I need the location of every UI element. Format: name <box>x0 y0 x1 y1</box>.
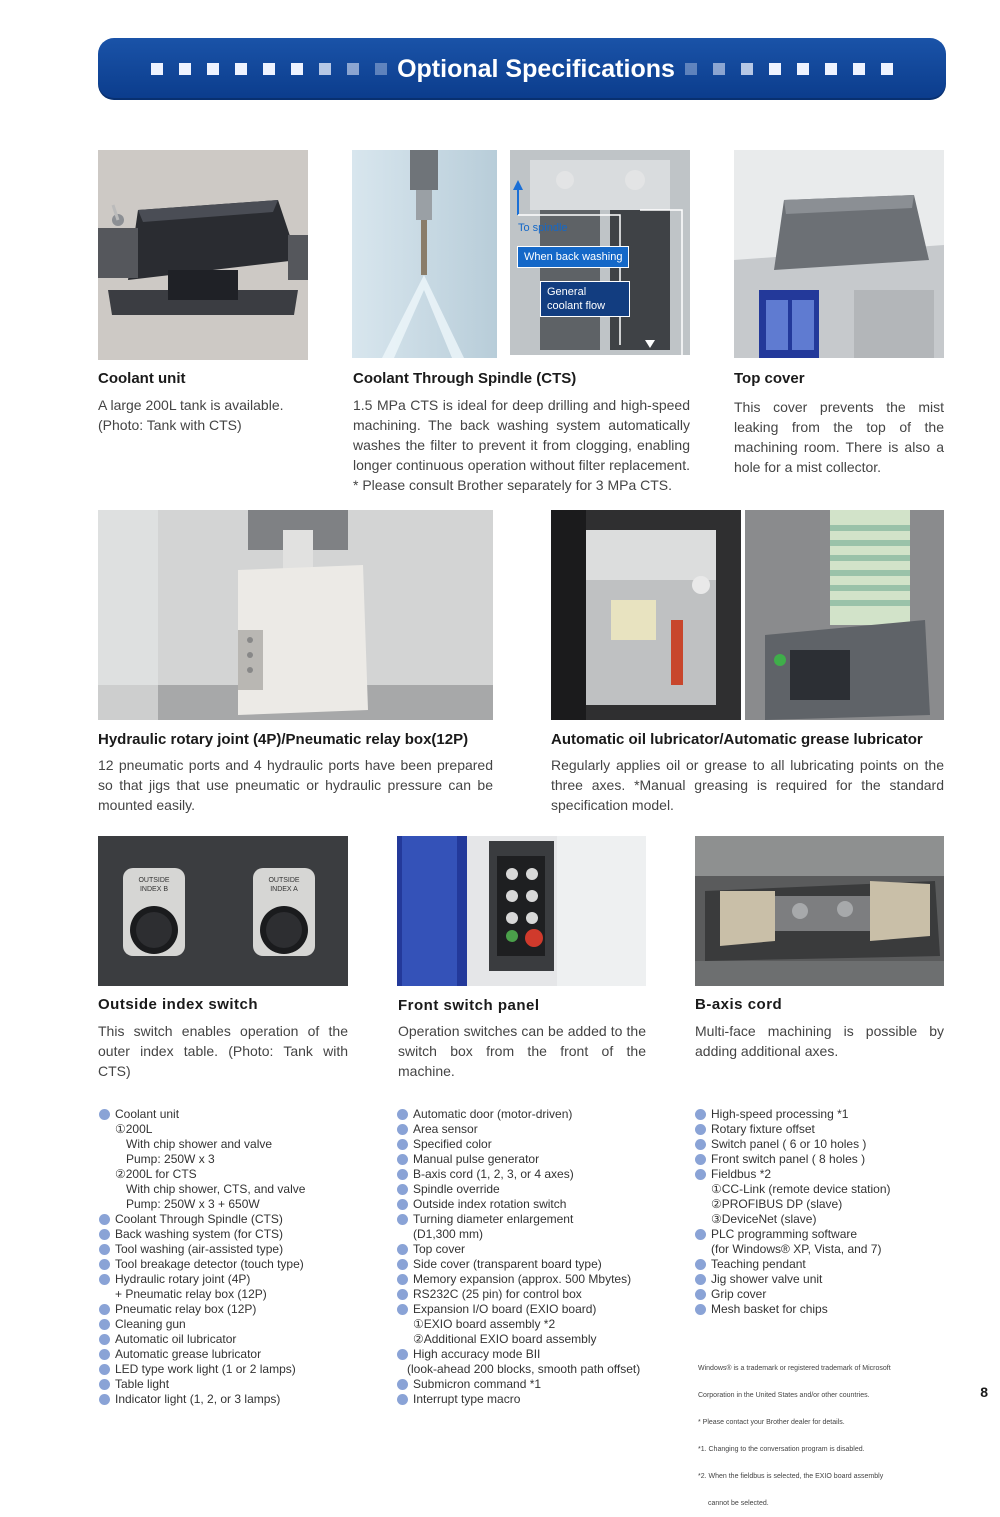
option-list-item <box>99 1302 389 1317</box>
options-list-3 <box>695 1107 945 1317</box>
option-list-text: (for Windows® XP, Vista, and 7) <box>711 1242 882 1256</box>
bullet-icon <box>99 1304 110 1315</box>
option-list-text: Interrupt type macro <box>413 1392 521 1406</box>
bullet-icon <box>397 1304 408 1315</box>
bullet-icon <box>695 1304 706 1315</box>
bullet-icon <box>397 1139 408 1150</box>
bullet-icon <box>695 1229 706 1240</box>
bullet-icon <box>397 1214 408 1225</box>
bullet-icon <box>397 1349 408 1360</box>
option-list-item <box>397 1317 687 1332</box>
option-list-text: Fieldbus *2 <box>711 1167 772 1181</box>
option-list-item <box>99 1107 389 1122</box>
footnote-line: cannot be selected. <box>708 1500 769 1507</box>
option-list-item <box>99 1347 389 1362</box>
option-list-item <box>695 1212 945 1227</box>
option-list-text: Pump: 250W x 3 + 650W <box>126 1197 260 1211</box>
option-list-item <box>695 1197 945 1212</box>
option-list-text: Switch panel ( 6 or 10 holes ) <box>711 1137 867 1151</box>
option-list-text: (look-ahead 200 blocks, smooth path offset) <box>407 1362 641 1376</box>
option-list-text: Back washing system (for CTS) <box>115 1227 284 1241</box>
options-list-2 <box>397 1107 687 1407</box>
option-list-text: Hydraulic rotary joint (4P) <box>115 1272 251 1286</box>
option-list-text: Mesh basket for chips <box>711 1302 828 1316</box>
bullet-icon <box>397 1169 408 1180</box>
option-list-item <box>397 1287 687 1302</box>
bullet-icon <box>397 1379 408 1390</box>
option-list-item <box>397 1377 687 1392</box>
option-list-text: Coolant unit <box>115 1107 180 1121</box>
option-list-text: Cleaning gun <box>115 1317 186 1331</box>
option-list-item <box>695 1167 945 1182</box>
option-list-item <box>397 1242 687 1257</box>
option-list-text: Indicator light (1, 2, or 3 lamps) <box>115 1392 281 1406</box>
option-list-item <box>695 1137 945 1152</box>
option-list-item <box>99 1317 389 1332</box>
outside-index-switch-photo <box>98 836 348 986</box>
option-list-item <box>397 1152 687 1167</box>
bullet-icon <box>99 1349 110 1360</box>
front-switch-panel-photo <box>397 836 646 986</box>
option-list-text: Coolant Through Spindle (CTS) <box>115 1212 283 1226</box>
option-list-item <box>397 1182 687 1197</box>
option-list-item <box>695 1152 945 1167</box>
option-list-item <box>397 1227 687 1242</box>
option-list-text: High-speed processing *1 <box>711 1107 849 1121</box>
hydraulic-title: Hydraulic rotary joint (4P)/Pneumatic relay box(12P) <box>98 731 469 748</box>
option-list-text: Area sensor <box>413 1122 478 1136</box>
option-list-text: ②Additional EXIO board assembly <box>413 1332 597 1346</box>
options-list-1 <box>99 1107 389 1407</box>
option-list-text: Spindle override <box>413 1182 500 1196</box>
option-list-item <box>99 1242 389 1257</box>
cts-spindle-photo <box>352 150 497 358</box>
bullet-icon <box>695 1289 706 1300</box>
hydraulic-joint-photo <box>98 510 493 720</box>
bullet-icon <box>99 1364 110 1375</box>
hydraulic-text: 12 pneumatic ports and 4 hydraulic ports have been prepared so that jigs that use pneumatic or hydraulic pressure can be mounted easily. <box>98 757 493 813</box>
to-spindle-label: To spindle <box>518 222 568 234</box>
option-list-text: Expansion I/O board (EXIO board) <box>413 1302 597 1316</box>
option-list-text: Table light <box>115 1377 170 1391</box>
option-list-text: Automatic oil lubricator <box>115 1332 237 1346</box>
option-list-item <box>99 1377 389 1392</box>
svg-text:OUTSIDE: OUTSIDE <box>268 877 300 884</box>
option-list-item <box>99 1122 389 1137</box>
option-list-item <box>397 1212 687 1227</box>
bullet-icon <box>397 1394 408 1405</box>
page-number: 8 <box>980 1384 988 1400</box>
b-axis-text: Multi-face machining is possible by adding additional axes. <box>695 1023 944 1059</box>
option-list-item <box>397 1392 687 1407</box>
option-list-text: ②PROFIBUS DP (slave) <box>711 1197 843 1211</box>
option-list-item <box>397 1332 687 1347</box>
page-title: Optional Specifications <box>397 54 675 83</box>
option-list-text: + Pneumatic relay box (12P) <box>115 1287 267 1301</box>
svg-text:OUTSIDE: OUTSIDE <box>138 877 170 884</box>
option-list-text: Submicron command *1 <box>413 1377 542 1391</box>
bullet-icon <box>99 1379 110 1390</box>
option-list-item <box>99 1212 389 1227</box>
option-list-item <box>397 1347 687 1362</box>
footnote-line: Windows® is a trademark or registered trademark of Microsoft <box>698 1365 891 1372</box>
option-list-text: Rotary fixture offset <box>711 1122 815 1136</box>
bullet-icon <box>99 1259 110 1270</box>
option-list-item <box>397 1197 687 1212</box>
bullet-icon <box>695 1274 706 1285</box>
option-list-item <box>695 1272 945 1287</box>
option-list-item <box>695 1302 945 1317</box>
bullet-icon <box>695 1259 706 1270</box>
option-list-text: B-axis cord (1, 2, 3, or 4 axes) <box>413 1167 574 1181</box>
option-list-item <box>695 1122 945 1137</box>
bullet-icon <box>695 1154 706 1165</box>
option-list-item <box>397 1122 687 1137</box>
top-cover-text: This cover prevents the mist leaking from the top of the machining room. There is also a hole for a mist collector. <box>734 399 944 475</box>
option-list-text: Pump: 250W x 3 <box>126 1152 215 1166</box>
bullet-icon <box>695 1169 706 1180</box>
top-cover-photo <box>734 150 944 358</box>
bullet-icon <box>99 1244 110 1255</box>
option-list-item <box>99 1137 389 1152</box>
lubricator-text: Regularly applies oil or grease to all lubricating points on the three axes. *Manual greasing is required for the standard specification model. <box>551 757 944 813</box>
coolant-unit-text: A large 200L tank is available. (Photo: Tank with CTS) <box>98 397 284 433</box>
option-list-text: Grip cover <box>711 1287 767 1301</box>
section-header <box>98 38 946 100</box>
option-list-text: Specified color <box>413 1137 492 1151</box>
front-switch-title: Front switch panel <box>398 997 540 1014</box>
option-list-text: LED type work light (1 or 2 lamps) <box>115 1362 296 1376</box>
option-list-text: Front switch panel ( 8 holes ) <box>711 1152 866 1166</box>
oil-lubricator-photo <box>551 510 741 720</box>
option-list-text: Manual pulse generator <box>413 1152 540 1166</box>
option-list-item <box>99 1272 389 1287</box>
option-list-text: PLC programming software <box>711 1227 858 1241</box>
option-list-text: Tool breakage detector (touch type) <box>115 1257 304 1271</box>
option-list-item <box>397 1137 687 1152</box>
header-dots-left <box>151 63 387 75</box>
bullet-icon <box>99 1274 110 1285</box>
option-list-text: Tool washing (air-assisted type) <box>115 1242 284 1256</box>
option-list-item <box>99 1197 389 1212</box>
bullet-icon <box>397 1244 408 1255</box>
option-list-item <box>695 1242 945 1257</box>
bullet-icon <box>397 1274 408 1285</box>
option-list-text: ①200L <box>115 1122 153 1136</box>
option-list-text: ②200L for CTS <box>115 1167 197 1181</box>
option-list-text: Top cover <box>413 1242 466 1256</box>
option-list-text: Pneumatic relay box (12P) <box>115 1302 257 1316</box>
option-list-item <box>99 1332 389 1347</box>
top-cover-title: Top cover <box>734 370 805 387</box>
option-list-text: (D1,300 mm) <box>413 1227 484 1241</box>
b-axis-cord-photo <box>695 836 944 986</box>
b-axis-title: B-axis cord <box>695 996 783 1013</box>
option-list-text: High accuracy mode BII <box>413 1347 541 1361</box>
option-list-text: Jig shower valve unit <box>711 1272 823 1286</box>
option-list-text: ①EXIO board assembly *2 <box>413 1317 556 1331</box>
bullet-icon <box>397 1289 408 1300</box>
bullet-icon <box>99 1229 110 1240</box>
cts-text: 1.5 MPa CTS is ideal for deep drilling and high-speed machining. The back washing system automatically washes the filter to prevent it from clogging, enabling longer continuous operation without filter replacement. * Please consult Brother separately for 3 MPa CTS. <box>353 397 690 493</box>
option-list-text: Automatic grease lubricator <box>115 1347 262 1361</box>
option-list-text: RS232C (25 pin) for control box <box>413 1287 582 1301</box>
option-list-item <box>99 1257 389 1272</box>
footnotes <box>698 1346 891 1517</box>
option-list-text: ③DeviceNet (slave) <box>711 1212 817 1226</box>
bullet-icon <box>695 1124 706 1135</box>
option-list-text: Automatic door (motor-driven) <box>413 1107 573 1121</box>
bullet-icon <box>695 1109 706 1120</box>
coolant-unit-title: Coolant unit <box>98 370 186 387</box>
footnote-line: * Please contact your Brother dealer for details. <box>698 1419 845 1426</box>
option-list-item <box>397 1272 687 1287</box>
footnote-line: *1. Changing to the conversation program is disabled. <box>698 1446 865 1453</box>
bullet-icon <box>397 1199 408 1210</box>
option-list-item <box>397 1257 687 1272</box>
bullet-icon <box>397 1124 408 1135</box>
option-list-item <box>99 1182 389 1197</box>
bullet-icon <box>99 1394 110 1405</box>
option-list-item <box>695 1107 945 1122</box>
option-list-text: Memory expansion (approx. 500 Mbytes) <box>413 1272 632 1286</box>
option-list-item <box>99 1227 389 1242</box>
footnote-line: *2. When the fieldbus is selected, the EXIO board assembly <box>698 1473 884 1480</box>
option-list-text: ①CC-Link (remote device station) <box>711 1182 891 1196</box>
option-list-item <box>695 1227 945 1242</box>
option-list-text: Side cover (transparent board type) <box>413 1257 602 1271</box>
option-list-text: With chip shower, CTS, and valve <box>126 1182 306 1196</box>
bullet-icon <box>99 1334 110 1345</box>
bullet-icon <box>99 1319 110 1330</box>
option-list-item <box>397 1362 687 1377</box>
header-dots-right <box>685 63 893 75</box>
back-washing-callout: When back washing <box>517 246 629 268</box>
coolant-unit-photo <box>98 150 308 360</box>
option-list-item <box>695 1257 945 1272</box>
option-list-item <box>99 1392 389 1407</box>
bullet-icon <box>99 1109 110 1120</box>
option-list-item <box>99 1152 389 1167</box>
outside-index-text: This switch enables operation of the outer index table. (Photo: Tank with CTS) <box>98 1023 348 1079</box>
bullet-icon <box>397 1259 408 1270</box>
option-list-item <box>99 1362 389 1377</box>
cts-title: Coolant Through Spindle (CTS) <box>353 370 577 387</box>
bullet-icon <box>397 1109 408 1120</box>
bullet-icon <box>397 1184 408 1195</box>
option-list-text: Teaching pendant <box>711 1257 806 1271</box>
option-list-item <box>695 1287 945 1302</box>
option-list-text: With chip shower and valve <box>126 1137 273 1151</box>
option-list-item <box>397 1167 687 1182</box>
option-list-item <box>397 1107 687 1122</box>
general-coolant-callout: General coolant flow <box>540 281 630 317</box>
option-list-item <box>397 1302 687 1317</box>
option-list-text: Outside index rotation switch <box>413 1197 567 1211</box>
grease-lubricator-photo <box>745 510 944 720</box>
bullet-icon <box>397 1154 408 1165</box>
option-list-item <box>99 1167 389 1182</box>
bullet-icon <box>695 1139 706 1150</box>
option-list-item <box>695 1182 945 1197</box>
outside-index-title: Outside index switch <box>98 996 259 1013</box>
option-list-text: Turning diameter enlargement <box>413 1212 574 1226</box>
lubricator-title: Automatic oil lubricator/Automatic grease lubricator <box>551 731 923 748</box>
footnote-line: Corporation in the United States and/or other countries. <box>698 1392 870 1399</box>
bullet-icon <box>99 1214 110 1225</box>
front-switch-text: Operation switches can be added to the switch box from the front of the machine. <box>398 1023 646 1079</box>
option-list-item <box>99 1287 389 1302</box>
svg-text:INDEX B: INDEX B <box>139 886 169 893</box>
svg-text:INDEX A: INDEX A <box>270 886 298 893</box>
